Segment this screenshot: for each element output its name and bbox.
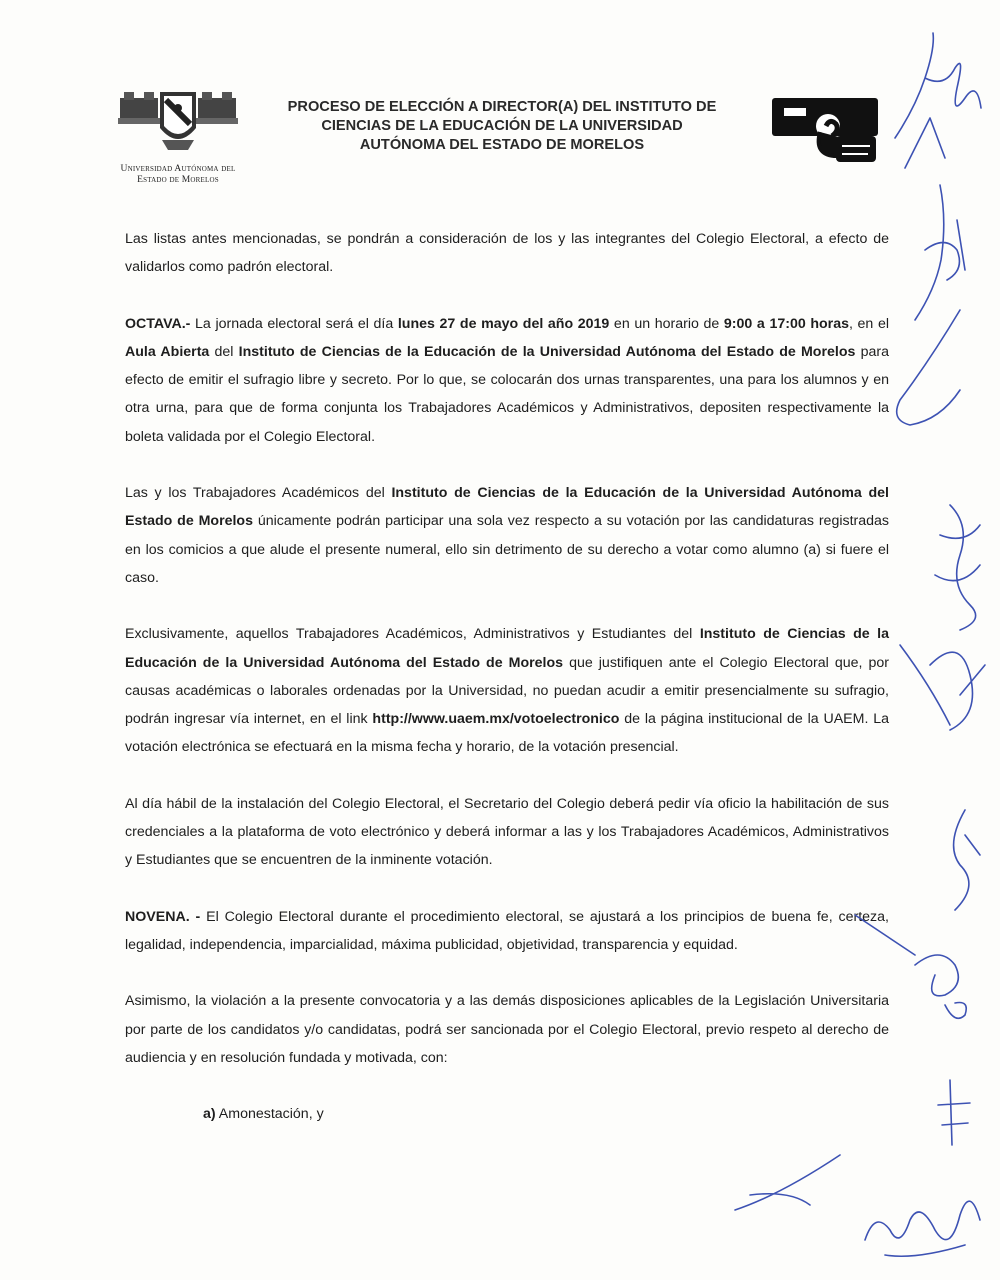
list-item-text: Amonestación, y	[215, 1106, 324, 1123]
university-crest-icon	[116, 88, 240, 162]
text-run: La jornada electoral será el día	[190, 315, 398, 332]
university-logo	[112, 88, 244, 186]
paragraph-asimismo	[125, 987, 889, 1072]
signature-5	[890, 625, 995, 745]
title-line1: PROCESO DE ELECCIÓN A DIRECTOR(A) DEL INSTITUTO DE	[287, 99, 717, 115]
list-marker: a)	[203, 1106, 216, 1123]
signature-4	[920, 495, 995, 635]
clause-label: OCTAVA.-	[125, 315, 191, 332]
signature-1	[885, 28, 995, 178]
signature-10	[855, 1160, 990, 1270]
university-name-line1: Universidad Autónoma del	[120, 164, 236, 174]
text-run: únicamente podrán participar una sola vez respecto a su votación por las candidaturas registradas en los comicios a que alude el presente numeral, ello sin detrimento de su derecho a votar como alumno (a) si fuere el caso.	[125, 513, 890, 586]
institute-name: Instituto de Ciencias de la Educación de la Universidad Autónoma del Estado de Morelos	[238, 343, 856, 360]
institute-name: Instituto de Ciencias de la Educación de la Universidad Autónoma del Estado de Morelos	[125, 626, 889, 671]
title-line2: CIENCIAS DE LA EDUCACIÓN DE LA UNIVERSIDAD	[321, 118, 683, 134]
signature-7	[845, 905, 985, 1045]
institute-name: Instituto de Ciencias de la Educación de la Universidad Autónoma del Estado de Morelos	[125, 485, 889, 530]
text-run: para efecto de emitir el sufragio libre y secreto. Por lo que, se colocarán dos urnas transparentes, una para los alumnos y en otra urna, para que de forma conjunta los Trabajadores Académicos y Administrativos, depositen respectivamente la boleta validada por el Colegio Electoral.	[125, 343, 889, 445]
signature-6	[935, 805, 990, 915]
text-run: Las y los Trabajadores Académicos del	[125, 485, 392, 502]
time-text: 9:00 a 17:00 horas	[723, 315, 849, 332]
location-text: Aula Abierta	[125, 343, 210, 360]
voting-logo	[770, 96, 882, 173]
date-text: lunes 27 de mayo del año 2019	[397, 315, 610, 332]
document-title	[252, 98, 752, 155]
text-run: El Colegio Electoral durante el procedimiento electoral, se ajustará a los principios de buena fe, certeza, legalidad, independencia, imparcialidad, máxima publicidad, objetividad, transparencia y equidad.	[125, 908, 889, 953]
document-body	[125, 225, 889, 1128]
paragraph-text: Las listas antes mencionadas, se pondrán a consideración de los y las integrantes del Colegio Electoral, a efecto de validarlos como padrón electoral.	[125, 231, 889, 276]
list-item-amonestacion	[203, 1100, 889, 1128]
paragraph-trabajadores	[125, 479, 889, 592]
clause-label: NOVENA. -	[125, 908, 201, 925]
paragraph-octava	[125, 310, 889, 451]
paragraph-exclusivamente	[125, 620, 889, 761]
university-name-line2: Estado de Morelos	[137, 175, 219, 185]
signature-3	[850, 300, 970, 440]
text-run: , en el	[848, 315, 889, 332]
text-run: en un horario de	[609, 315, 724, 332]
paragraph-dia-habil	[125, 790, 889, 875]
vote-link[interactable]: http://www.uaem.mx/votoelectronico	[372, 711, 620, 728]
voting-hand-icon	[770, 96, 882, 168]
text-run: que justifiquen ante el Colegio Electoral que, por causas académicas o laborales ordenadas por la Universidad, no puedan acudir a emitir presencialmente su sufragio, podrán ingresar vía internet, en el link	[125, 654, 889, 728]
text-run: del	[209, 343, 239, 360]
text-run: de la página institucional de la UAEM. La votación electrónica se efectuará en la misma fecha y horario, de la votación presencial.	[125, 711, 889, 756]
paragraph-text: Asimismo, la violación a la presente convocatoria y a las demás disposiciones aplicables de la Legislación Universitaria por parte de los candidatos y/o candidatas, podrá ser sancionada por el Colegio Electoral, previo respeto al derecho de audiencia y en resolución fundada y motivada, con:	[125, 993, 889, 1066]
paragraph-listas	[125, 225, 889, 282]
title-line3: AUTÓNOMA DEL ESTADO DE MORELOS	[359, 137, 645, 153]
signature-8	[930, 1075, 980, 1155]
paragraph-text: Al día hábil de la instalación del Colegio Electoral, el Secretario del Colegio deberá pedir vía oficio la habilitación de sus credenciales a la plataforma de voto electrónico y deberá informar a las y los Trabajadores Académicos, Administrativos y Estudiantes que se encuentren de la inminente votación.	[125, 795, 889, 869]
text-run: Exclusivamente, aquellos Trabajadores Académicos, Administrativos y Estudiantes del	[125, 626, 700, 643]
paragraph-novena	[125, 903, 889, 960]
signature-9	[730, 1145, 850, 1225]
